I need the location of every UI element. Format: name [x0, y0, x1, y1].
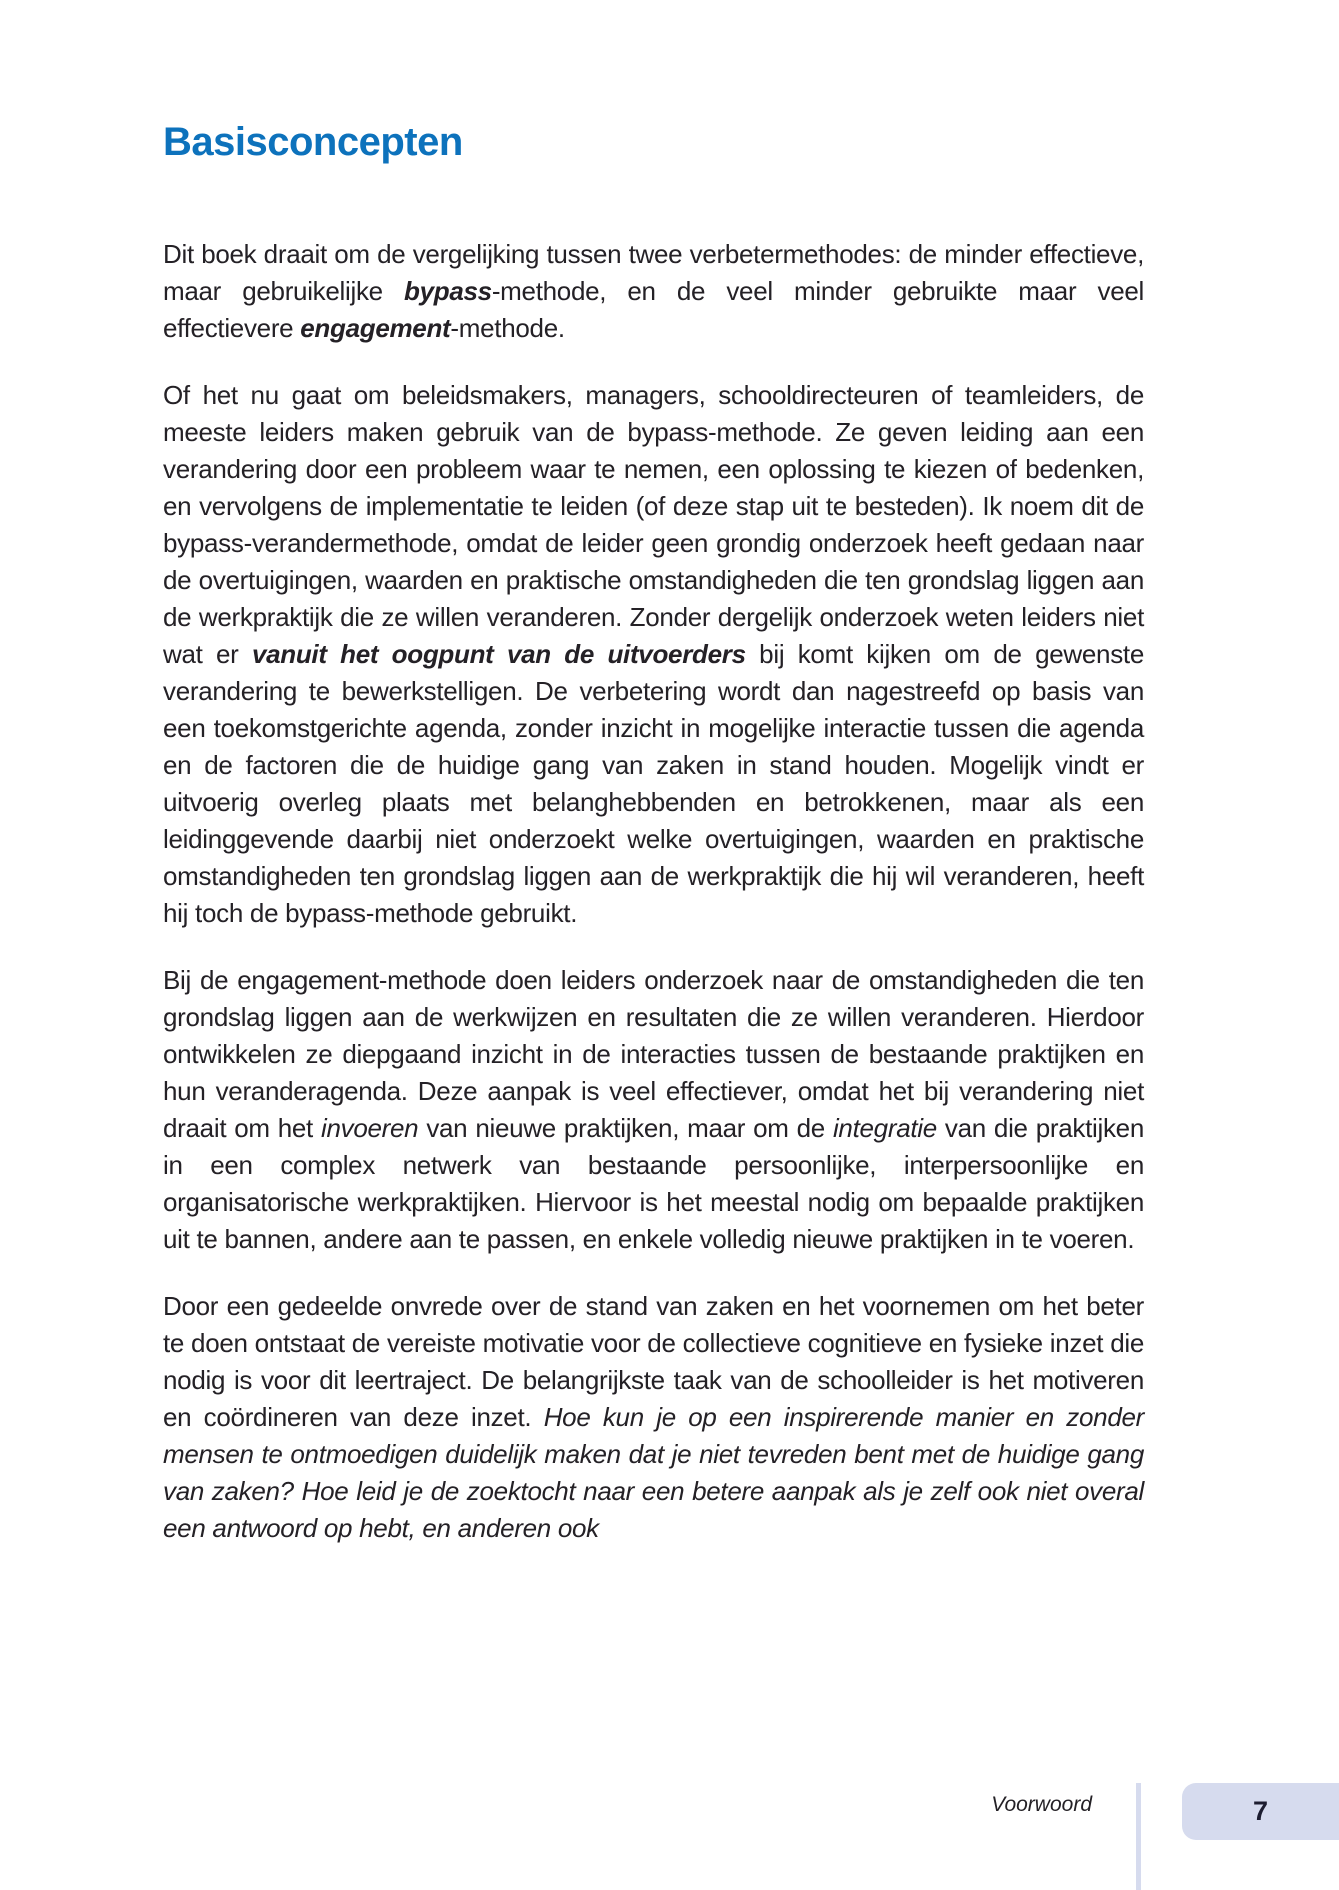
footer-section-label: Voorwoord [991, 1793, 1092, 1816]
text-segment: Bij de engagement-methode doen leiders onderzoek naar de omstandigheden die ten grondslag liggen aan de werkwijzen en resultaten die ze willen veranderen. Hierdoor ontwikkelen ze diepgaand inzicht in de interacties tussen de bestaande praktijken en hun veranderagenda. Deze aanpak is veel effectiever, omdat het bij verandering niet draait om het [163, 965, 1144, 1143]
text-segment: Of het nu gaat om beleidsmakers, managers, schooldirecteuren of teamleiders, de meeste leiders maken gebruik van de bypass-methode. Ze geven leiding aan een verandering door een probleem waar te nemen, een oplossing te kiezen of bedenken, en vervolgens de implementatie te leiden (of deze stap uit te besteden). Ik noem dit de bypass-verandermethode, omdat de leider geen grondig onderzoek heeft gedaan naar de overtuigingen, waarden en praktische omstandigheden die ten grondslag liggen aan de werkpraktijk die ze willen veranderen. Zonder dergelijk onderzoek weten leiders niet wat er [163, 380, 1144, 669]
text-segment: van die praktijken in een complex netwerk van bestaande persoonlijke, interpersoonlijke en organisatorische werkpraktijken. Hiervoor is het meestal nodig om bepaalde praktijken uit te bannen, andere aan te passen, en enkele volledig nieuwe praktijken in te voeren. [163, 1113, 1144, 1254]
text-segment: engagement [300, 313, 451, 343]
text-segment: -methode. [450, 313, 565, 343]
text-segment: Dit boek draait om de vergelijking tussen twee verbetermethodes: de minder effectieve, maar gebruikelijke [163, 239, 1144, 306]
text-segment: -methode, en de veel minder gebruikte maar veel effectievere [163, 276, 1144, 343]
text-segment: bij komt kijken om de gewenste verandering te bewerkstelligen. De verbetering wordt dan nagestreefd op basis van een toekomstgerichte agenda, zonder inzicht in mogelijke interactie tussen die agenda en de factoren die de huidige gang van zaken in stand houden. Mogelijk vindt er uitvoerig overleg plaats met belanghebbenden en betrokkenen, maar als een leidinggevende daarbij niet onderzoekt welke overtuigingen, waarden en praktische omstandigheden ten grondslag liggen aan de werkpraktijk die hij wil veranderen, heeft hij toch de bypass-methode gebruikt. [163, 639, 1144, 928]
page-number-badge [1182, 1783, 1339, 1840]
text-segment: Hoe kun je op een inspirerende manier en zonder mensen te ontmoedigen duidelijk maken dat je niet tevreden bent met de huidige gang van zaken? Hoe leid je de zoektocht naar een betere aanpak als je zelf ook niet overal een antwoord op hebt, en anderen ook [163, 1402, 1144, 1543]
paragraph [163, 236, 1144, 347]
paragraph [163, 962, 1144, 1258]
page-number: 7 [1252, 1796, 1269, 1826]
text-segment: integratie [832, 1113, 937, 1143]
text-segment: vanuit het oogpunt van de uitvoerders [251, 639, 746, 669]
paragraph [163, 377, 1144, 932]
paragraph [163, 1288, 1144, 1547]
text-segment: bypass [404, 276, 492, 306]
content-column [163, 118, 1144, 1547]
text-segment: invoeren [320, 1113, 419, 1143]
footer-divider-bar [1136, 1783, 1141, 1890]
page-title: Basisconcepten [163, 120, 463, 164]
body-text [163, 236, 1144, 1547]
text-segment: Door een gedeelde onvrede over de stand van zaken en het voornemen om het beter te doen ontstaat de vereiste motivatie voor de collectieve cognitieve en fysieke inzet die nodig is voor dit leertraject. De belangrijkste taak van de schoolleider is het motiveren en coördineren van deze inzet. [163, 1291, 1144, 1432]
text-segment: van nieuwe praktijken, maar om de [418, 1113, 833, 1143]
